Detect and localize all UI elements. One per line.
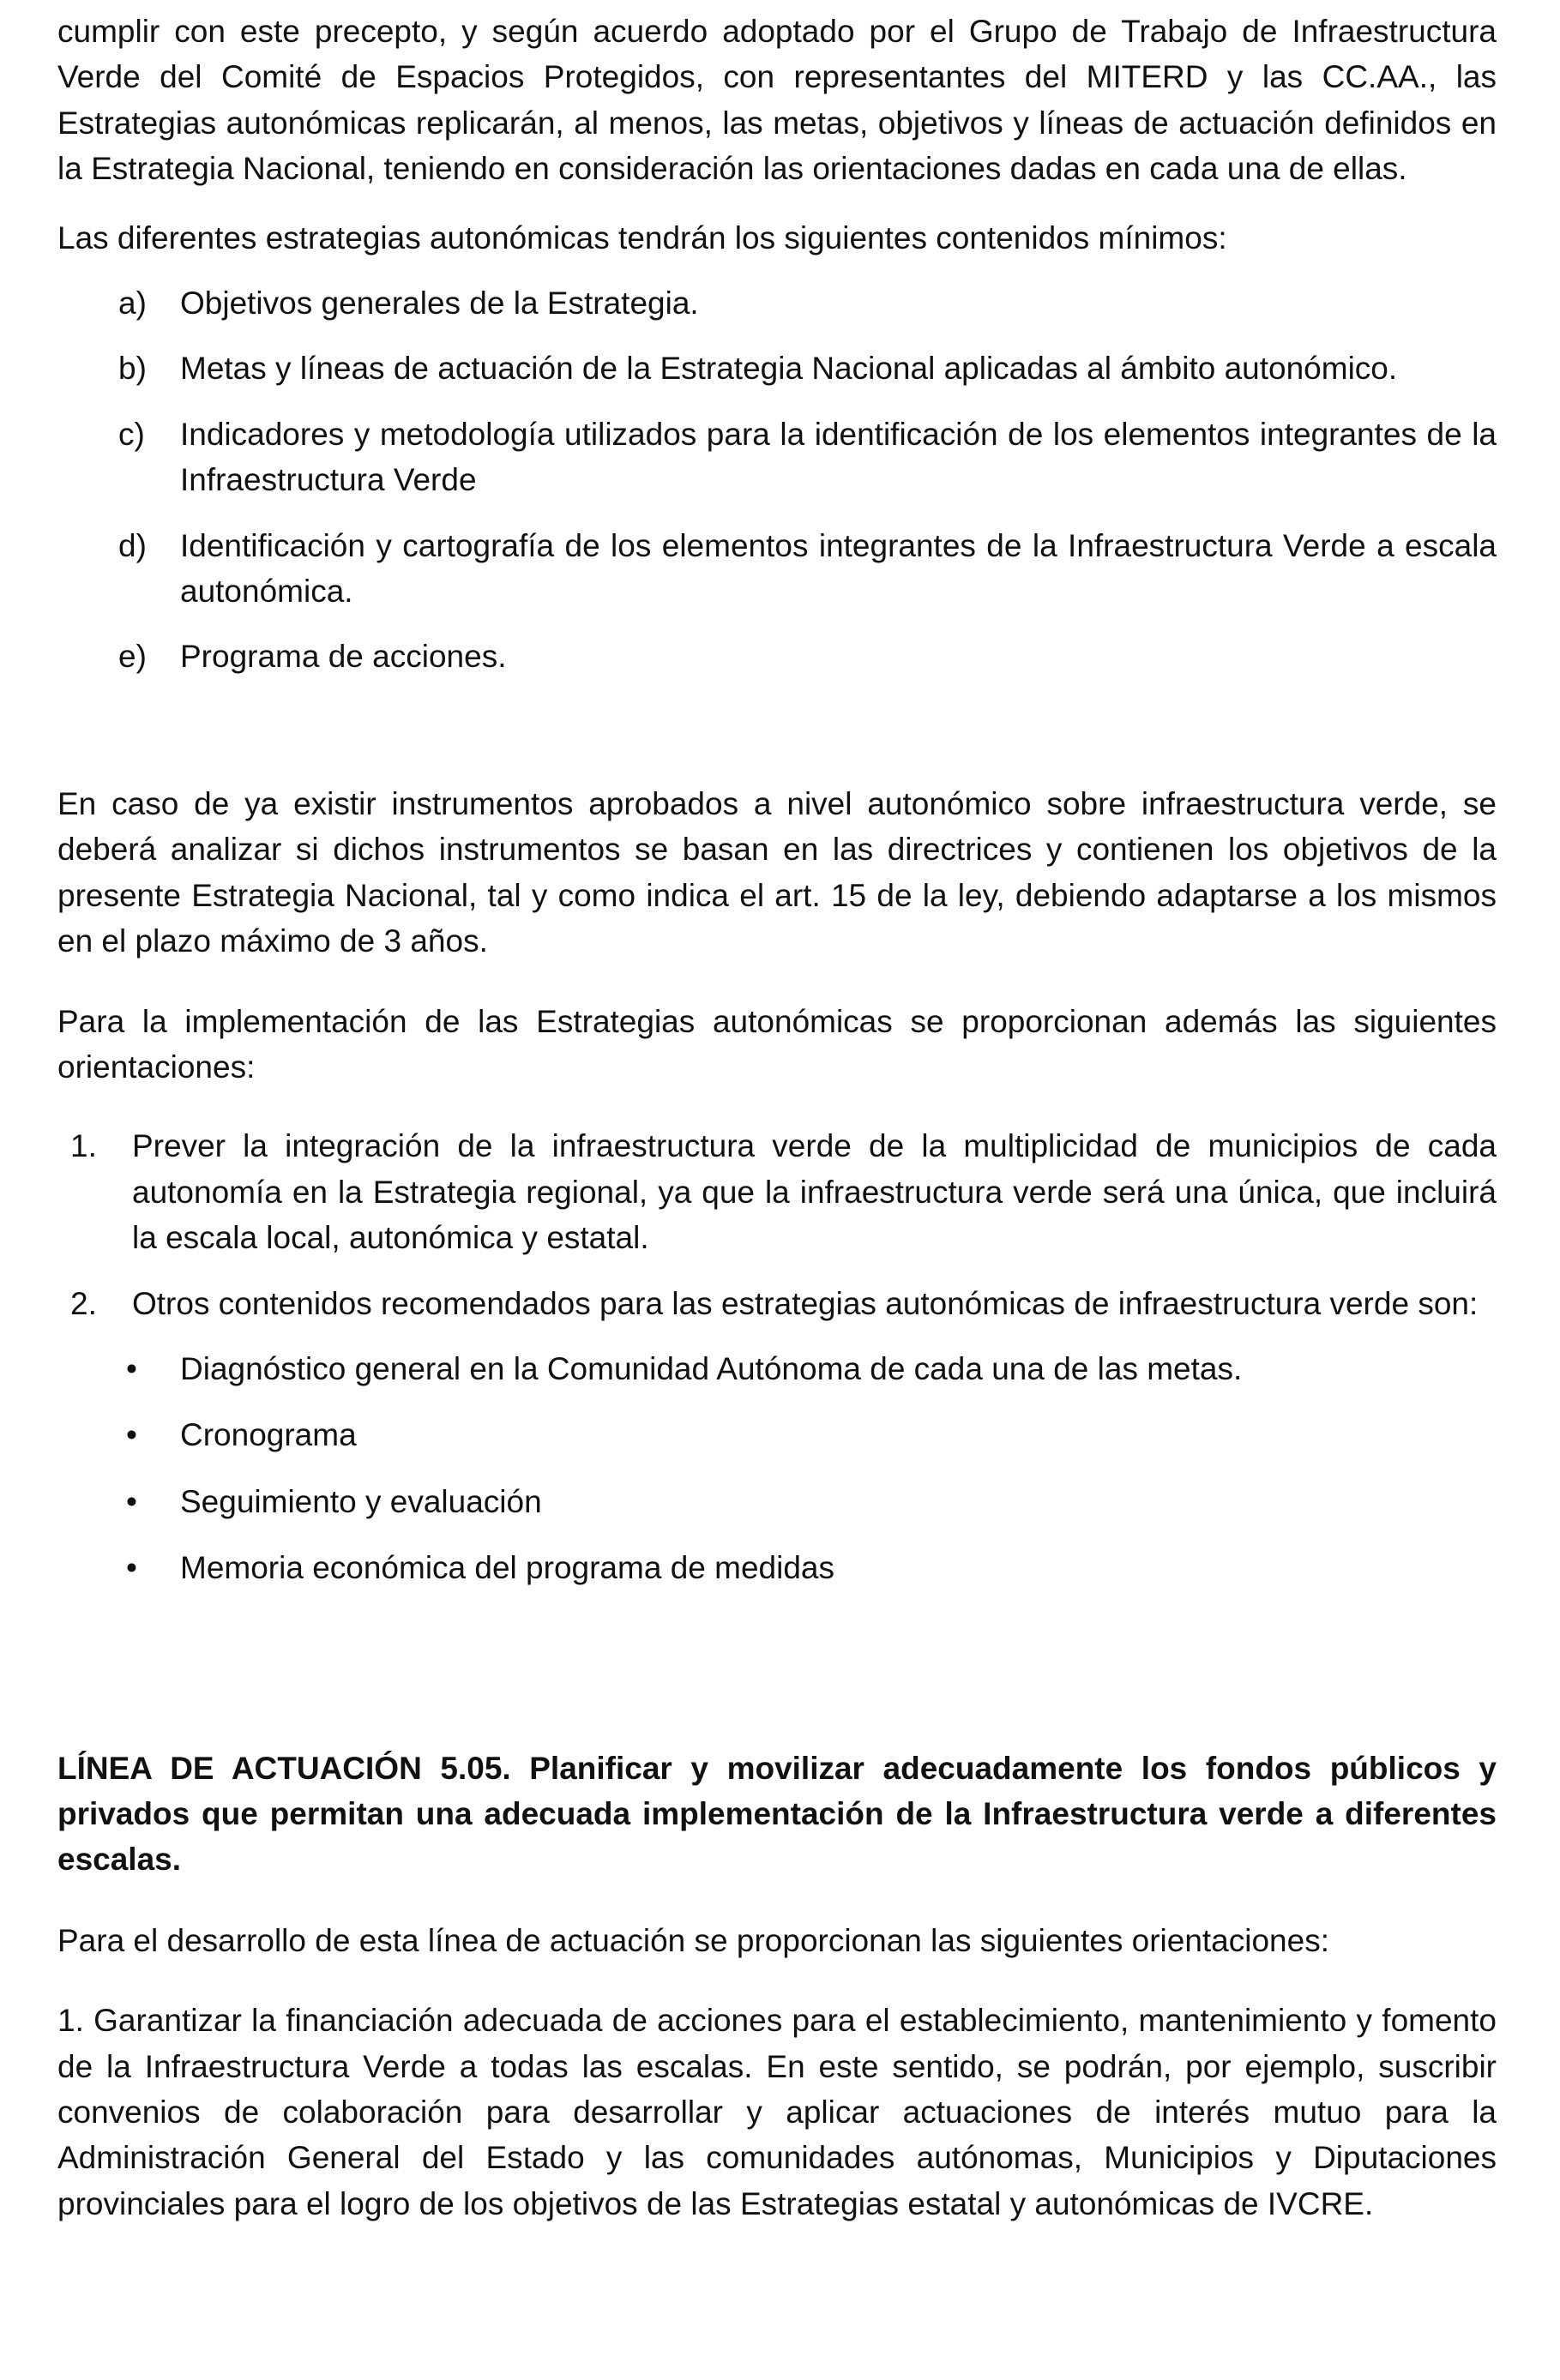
contents-list	[57, 280, 1497, 680]
list-marker: 1.	[70, 1128, 97, 1164]
list-item-text: Prever la integración de la infraestructura verde de la multiplicidad de municipios de cada autonomía en la Estrategia regional, ya que la infraestructura verde será una única, que incluirá la escala local, autonómica y estatal.	[132, 1128, 1497, 1256]
list-item-text: Seguimiento y evaluación	[180, 1483, 542, 1519]
list-item-text: Metas y líneas de actuación de la Estrategia Nacional aplicadas al ámbito autonómico.	[180, 351, 1398, 387]
list-marker: d)	[118, 527, 147, 563]
bullet-icon: •	[126, 1417, 137, 1453]
paragraph-financing: 1. Garantizar la financiación adecuada de acciones para el establecimiento, mantenimiento y fomento de la Infraestructura Verde a todas las escalas. En este sentido, se podrán, por ejemplo, suscribir convenios de colaboración para desarrollar y aplicar actuaciones de interés mutuo para la Administración General del Estado y las comunidades autónomas, Municipios y Diputaciones provinciales para el logro de los objetivos de las Estrategias estatal y autonómicas de IVCRE.	[57, 2003, 1497, 2221]
list-item-text: Otros contenidos recomendados para las estrategias autonómicas de infraestructura verde son:	[132, 1285, 1479, 1321]
paragraph-line-orientations-lead: Para el desarrollo de esta línea de actuación se proporcionan las siguientes orientaciones:	[57, 1922, 1329, 1958]
orientations-list	[57, 1123, 1497, 1326]
paragraph-orientations-lead: Para la implementación de las Estrategias autonómicas se proporcionan además las siguientes orientaciones:	[57, 1003, 1497, 1085]
bullet-icon: •	[126, 1350, 137, 1386]
list-marker: a)	[118, 285, 147, 322]
list-marker: b)	[118, 351, 147, 387]
list-item	[57, 1545, 1497, 1590]
list-item-text: Cronograma	[180, 1417, 357, 1453]
list-item	[57, 346, 1497, 391]
paragraph-contents-lead: Las diferentes estrategias autonómicas tendrán los siguientes contenidos mínimos:	[57, 219, 1227, 255]
list-item	[57, 634, 1497, 679]
list-item-text: Diagnóstico general en la Comunidad Autónoma de cada una de las metas.	[180, 1350, 1243, 1386]
list-marker: e)	[118, 639, 147, 675]
list-item-text: Identificación y cartografía de los elementos integrantes de la Infraestructura Verde a escala autonómica.	[180, 527, 1497, 610]
paragraph-existing-instruments: En caso de ya existir instrumentos aprobados a nivel autonómico sobre infraestructura verde, se deberá analizar si dichos instrumentos se basan en las directrices y contienen los objetivos de la presente Estrategia Nacional, tal y como indica el art. 15 de la ley, debiendo adaptarse a los mismos en el plazo máximo de 3 años.	[57, 785, 1497, 959]
list-item-text: Objetivos generales de la Estrategia.	[180, 285, 699, 322]
list-item-text: Programa de acciones.	[180, 639, 507, 675]
list-item-text: Indicadores y metodología utilizados para la identificación de los elementos integrantes de la Infraestructura Verde	[180, 416, 1497, 498]
bullet-icon: •	[126, 1483, 137, 1519]
list-item	[57, 1281, 1497, 1326]
list-item	[57, 1479, 1497, 1524]
list-item	[57, 1412, 1497, 1457]
section-heading: LÍNEA DE ACTUACIÓN 5.05. Planificar y movilizar adecuadamente los fondos públicos y privados que permitan una adecuada implementación de la Infraestructura verde a diferentes escalas.	[57, 1750, 1497, 1878]
list-marker: 2.	[70, 1285, 97, 1321]
bullet-icon: •	[126, 1550, 137, 1586]
paragraph-intro: cumplir con este precepto, y según acuerdo adoptado por el Grupo de Trabajo de Infraestructura Verde del Comité de Espacios Protegidos, con representantes del MITERD y las CC.AA., las Estrategias autonómicas replicarán, al menos, las metas, objetivos y líneas de actuación definidos en la Estrategia Nacional, teniendo en consideración las orientaciones dadas en cada una de ellas.	[57, 14, 1497, 187]
list-item-text: Memoria económica del programa de medidas	[180, 1550, 834, 1586]
list-item	[57, 412, 1497, 503]
document-page	[57, 0, 1497, 2227]
list-marker: c)	[118, 416, 145, 452]
list-item	[57, 1123, 1497, 1260]
list-item	[57, 280, 1497, 326]
list-item	[57, 523, 1497, 615]
bullet-list	[57, 1346, 1497, 1591]
list-item	[57, 1346, 1497, 1391]
